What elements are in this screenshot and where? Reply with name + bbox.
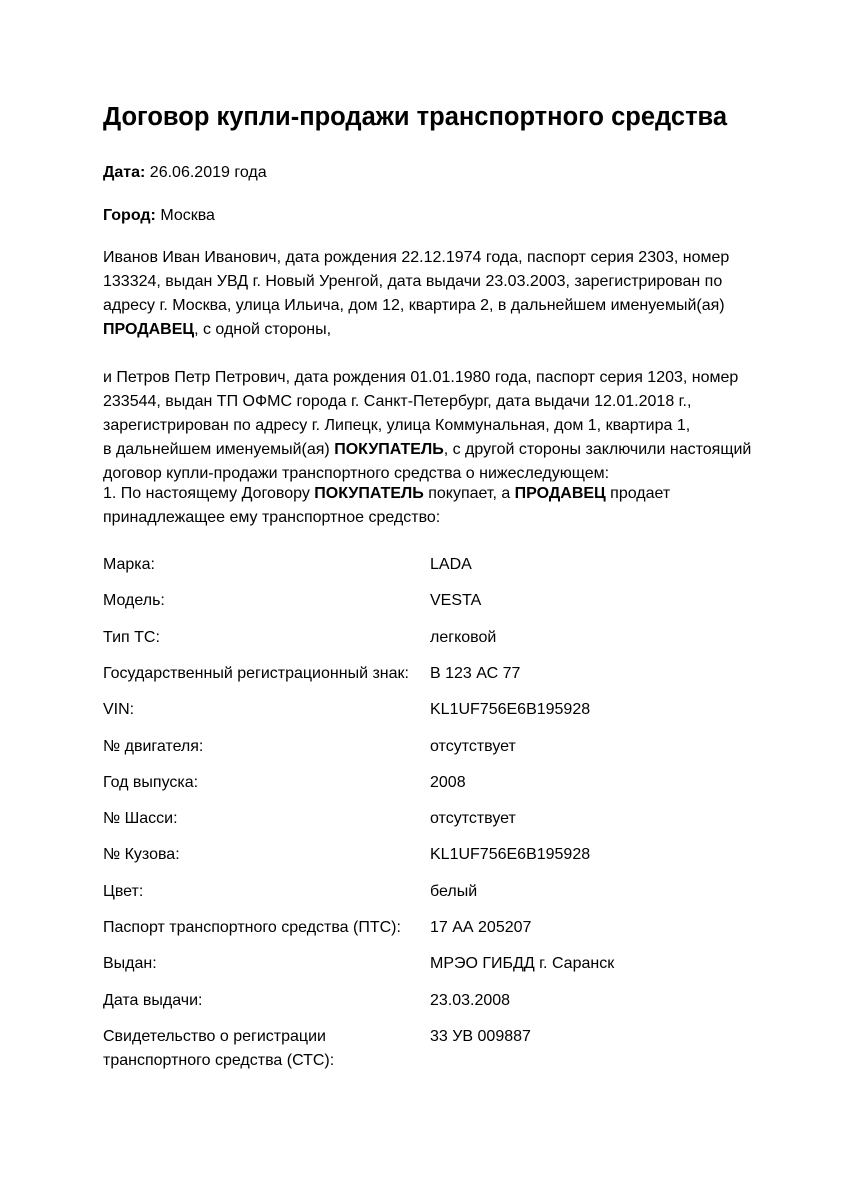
text-line [103,246,729,270]
vehicle-field-label [103,1025,334,1073]
label-line: № двигателя: [103,737,204,755]
text-line [103,294,729,318]
vehicle-field-value: VESTA [430,592,482,610]
vehicle-field-value: KL1UF756E6B195928 [430,846,591,864]
document-title: Договор купли-продажи транспортного средства [103,103,728,131]
label-line: Паспорт транспортного средства (ПТС): [103,919,401,936]
city-label: Город: [103,207,156,224]
label-line: VIN: [103,701,135,719]
vehicle-field-value: В 123 АС 77 [430,664,521,682]
text-line [103,438,751,462]
text-line [103,506,670,530]
vehicle-field-value: KL1UF756E6B195928 [430,701,591,719]
text-segment: в дальнейшем именуемый(ая) [103,441,335,458]
text-segment: адресу г. Москва, улица Ильича, дом 12, квартира 2, в дальнейшем именуемый(ая) [103,297,725,314]
subject-paragraph [103,482,670,530]
text-line [103,414,751,438]
vehicle-field-label [103,626,160,650]
vehicle-field-label [103,916,401,940]
label-line: Модель: [103,592,165,610]
vehicle-field-value: отсутствует [430,737,516,755]
text-segment: , с другой стороны заключили настоящий [443,441,752,458]
label-line: № Шасси: [103,810,178,828]
vehicle-field-value: белый [430,882,478,900]
label-line: Государственный регистрационный знак: [103,664,409,682]
label-line: Дата выдачи: [103,991,203,1009]
text-segment: 133324, выдан УВД г. Новый Уренгой, дата выдачи 23.03.2003, зарегистрирован по [103,273,723,290]
vehicle-field-label [103,843,180,867]
date-label: Дата: [103,164,146,181]
seller-paragraph [103,246,729,342]
buyer-paragraph [103,366,751,486]
text-line [103,366,751,390]
city-field [103,204,215,228]
text-segment: договор купли-продажи транспортного средства о нижеследующем: [103,465,610,482]
vehicle-field-value: 23.03.2008 [430,991,511,1009]
text-segment: и Петров Петр Петрович, дата рождения 01.01.1980 года, паспорт серия 1203, номер [103,369,739,386]
bold-term: ПОКУПАТЕЛЬ [334,441,444,458]
vehicle-field-label [103,989,202,1013]
text-segment: принадлежащее ему транспортное средство: [103,509,441,526]
vehicle-field-label [103,589,165,613]
vehicle-field-label [103,698,134,722]
text-line [103,318,729,342]
text-segment: Иванов Иван Иванович, дата рождения 22.12.1974 года, паспорт серия 2303, номер [103,249,730,266]
vehicle-field-value: 2008 [430,773,466,791]
vehicle-field-value: LADA [430,556,472,573]
text-segment: 1. По настоящему Договору [103,485,315,502]
vehicle-field-label [103,880,143,904]
vehicle-field-value: легковой [430,628,497,646]
vehicle-field-label [103,735,203,759]
label-line: Тип ТС: [103,628,160,646]
label-line: Цвет: [103,882,144,900]
text-segment: зарегистрирован по адресу г. Липецк, улица Коммунальная, дом 1, квартира 1, [103,417,691,434]
vehicle-field-label [103,553,155,577]
bold-term: ПРОДАВЕЦ [103,321,195,338]
bold-term: ПРОДАВЕЦ [514,485,606,502]
label-line: Свидетельство о регистрации [103,1027,326,1045]
date-value: 26.06.2019 года [145,164,267,181]
city-value: Москва [155,207,215,224]
label-line: Марка: [103,556,155,573]
text-line [103,390,751,414]
vehicle-field-label [103,662,409,686]
label-line: № Кузова: [103,846,180,864]
vehicle-field-label [103,952,157,976]
label-line: транспортного средства (СТС): [103,1051,335,1069]
vehicle-field-value: МРЭО ГИБДД г. Саранск [430,955,615,973]
date-field [103,161,267,185]
text-segment: продает [605,485,671,502]
text-line [103,482,670,506]
text-line [103,270,729,294]
text-segment: , с одной стороны, [194,321,332,338]
vehicle-field-label [103,807,178,831]
bold-term: ПОКУПАТЕЛЬ [314,485,424,502]
vehicle-field-value: отсутствует [430,810,516,828]
vehicle-field-value: 17 АА 205207 [430,919,532,936]
text-segment: 233544, выдан ТП ОФМС города г. Санкт-Петербург, дата выдачи 12.01.2018 г., [103,393,692,410]
text-segment: покупает, а [423,485,515,502]
label-line: Выдан: [103,955,157,973]
vehicle-field-value: 33 УВ 009887 [430,1027,531,1045]
label-line: Год выпуска: [103,773,199,791]
vehicle-field-label [103,771,198,795]
